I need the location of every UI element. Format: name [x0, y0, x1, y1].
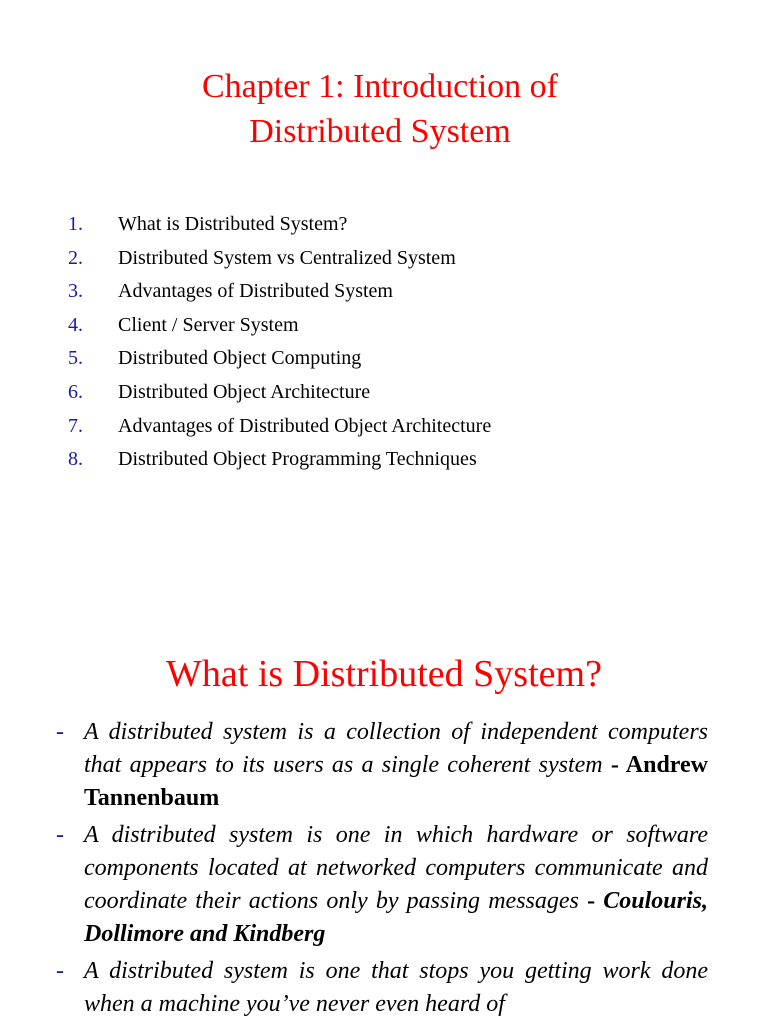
definition-author: Coulouris, Dollimore and Kindberg [84, 888, 708, 947]
toc-item [68, 342, 491, 376]
toc-item [68, 443, 491, 477]
toc-text: Distributed Object Computing [118, 347, 362, 370]
toc-number: 2. [68, 246, 83, 269]
toc-item [68, 376, 491, 410]
toc-text: Distributed Object Architecture [118, 380, 371, 403]
slide-chapter-intro [0, 0, 768, 512]
toc-item [68, 309, 491, 343]
definition-text: A distributed system is one that stops you getting work done when a machine you’ve never even heard of [84, 958, 708, 1017]
table-of-contents [68, 208, 491, 477]
definition-text: A distributed system is a collection of independent computers that appears to its users as a single coherent system [84, 719, 708, 778]
toc-text: Advantages of Distributed System [118, 280, 393, 303]
toc-number: 8. [68, 448, 83, 471]
toc-item [68, 208, 491, 242]
toc-text: Distributed System vs Centralized System [118, 246, 456, 269]
definition-item [56, 955, 708, 1021]
chapter-title-line2: Distributed System [249, 113, 511, 150]
toc-text: Client / Server System [118, 313, 299, 336]
toc-number: 6. [68, 380, 83, 403]
toc-text: What is Distributed System? [118, 213, 348, 235]
definition-separator: - [602, 752, 626, 778]
toc-number: 7. [68, 414, 83, 437]
toc-number: 5. [68, 347, 83, 370]
chapter-title-line1: Chapter 1: Introduction of [202, 68, 558, 105]
toc-text: Advantages of Distributed Object Architecture [118, 414, 492, 437]
toc-text: Distributed Object Programming Techniques [118, 448, 477, 471]
toc-number: 4. [68, 313, 83, 336]
toc-item [68, 410, 491, 444]
chapter-title [0, 64, 760, 154]
definition-list [56, 716, 708, 1025]
toc-number: 1. [68, 213, 83, 235]
toc-item [68, 275, 491, 309]
slide-what-is-distributed-system [0, 630, 768, 1024]
definition-item [56, 716, 708, 815]
toc-item [68, 242, 491, 276]
definition-author: Andrew Tannenbaum [84, 752, 708, 811]
definition-item [56, 819, 708, 951]
bullet-dash: - [56, 822, 64, 848]
bullet-dash: - [56, 958, 64, 984]
slide-title: What is Distributed System? [166, 653, 602, 695]
definition-text: A distributed system is one in which hardware or software components located at networked computers communicate and coordinate their actions only by passing messages [84, 822, 708, 914]
definition-separator: - [578, 888, 604, 914]
toc-number: 3. [68, 280, 83, 303]
bullet-dash: - [56, 719, 64, 745]
